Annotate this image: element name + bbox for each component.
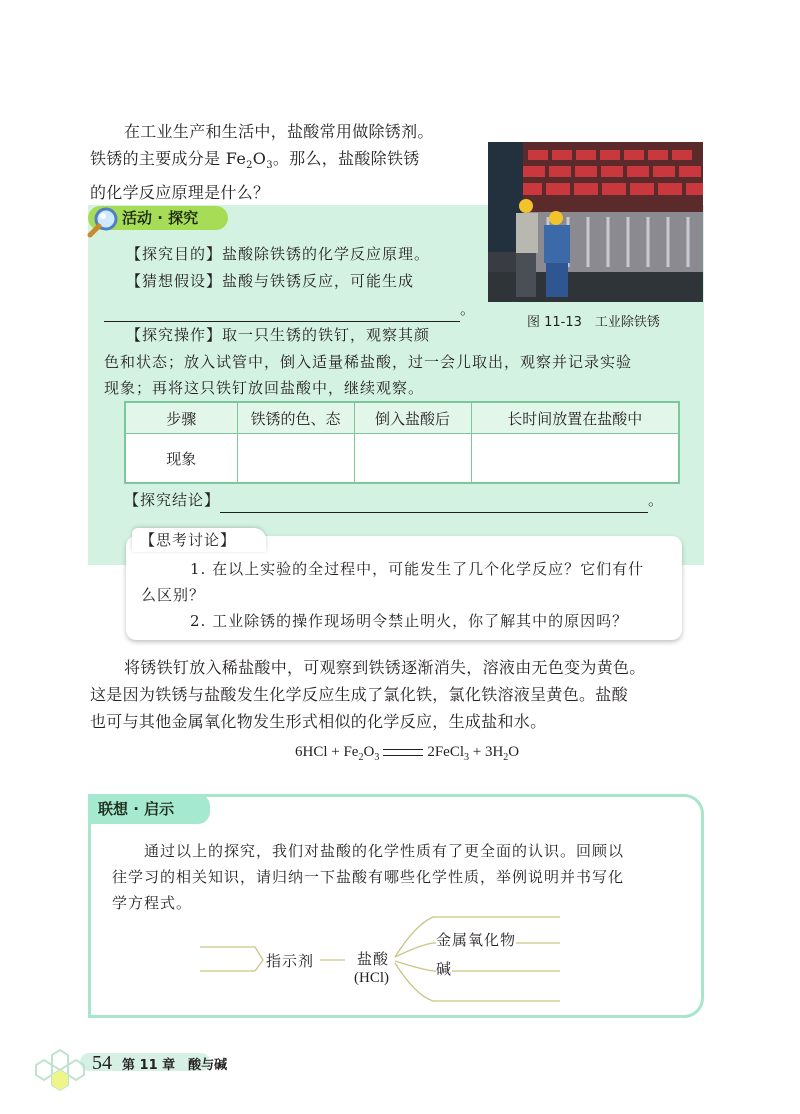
intro-text: 。那么，盐酸除铁锈	[272, 149, 420, 168]
purpose: 【探究目的】盐酸除铁锈的化学反应原理。	[126, 245, 431, 263]
operation-line-3: 现象；再将这只铁钉放回盐酸中，继续观察。	[104, 379, 425, 397]
industrial-rust-removal-photo	[488, 142, 703, 302]
equation-part: + 3H	[469, 744, 504, 760]
body-line-3: 也可与其他金属氧化物发生形式相似的化学反应，生成盐和水。	[90, 712, 547, 731]
table-header: 铁锈的色、态	[237, 402, 354, 434]
subscript: 3	[374, 752, 380, 763]
table-header: 长时间放置在盐酸中	[471, 402, 679, 434]
intro-line-2	[90, 145, 485, 179]
table-cell-blank[interactable]	[471, 434, 679, 484]
hcl-label: 盐酸	[357, 950, 390, 968]
lianxiang-line-2: 往学习的相关知识，请归纳一下盐酸有哪些化学性质，举例说明并书写化	[112, 868, 625, 886]
intro-text: 铁锈的主要成分是 Fe	[90, 149, 247, 168]
operation-line-1: 【探究操作】取一只生锈的铁钉，观察其颜	[126, 326, 431, 344]
lianxiang-line-3: 学方程式。	[112, 894, 193, 912]
question-1-line-1: 1. 在以上实验的全过程中，可能发生了几个化学反应？它们有什	[190, 560, 645, 578]
metal-oxide-label: 金属氧化物	[436, 927, 516, 953]
equation-part: O	[363, 744, 375, 760]
magnifier-icon	[86, 203, 122, 239]
body-line-1: 将锈铁钉放入稀盐酸中，可观察到铁锈逐渐消失，溶液由无色变为黄色。	[124, 658, 646, 677]
lianxiang-title: 联想 · 启示	[98, 800, 175, 818]
equals-sign	[383, 749, 423, 756]
subscript: 2	[246, 160, 253, 172]
table-cell-blank[interactable]	[354, 434, 471, 484]
body-line-2: 这是因为铁锈与盐酸发生化学反应生成了氯化铁，氯化铁溶液呈黄色。盐酸	[90, 685, 628, 704]
intro-paragraph	[90, 118, 485, 206]
conclusion-label: 【探究结论】	[124, 491, 221, 509]
subscript: 2	[503, 752, 509, 763]
think-discuss-label: 【思考讨论】	[140, 531, 237, 549]
equation-part: 2FeCl	[427, 744, 464, 760]
lianxiang-line-1: 通过以上的探究，我们对盐酸的化学性质有了更全面的认识。回顾以	[144, 842, 625, 860]
intro-text: O	[252, 149, 267, 168]
operation-line-2: 色和状态；放入试管中，倒入适量稀盐酸，过一会儿取出，观察并记录实验	[104, 353, 633, 371]
equation-part: O	[508, 744, 520, 760]
chemical-equation	[295, 744, 519, 763]
hcl-formula: (HCl)	[354, 970, 389, 986]
question-1-line-2: 么区别？	[141, 586, 206, 604]
footer-decoration	[0, 1045, 800, 1114]
subscript: 3	[464, 752, 469, 763]
base-label: 碱	[436, 956, 452, 982]
subscript: 3	[266, 160, 273, 172]
conclusion-blank[interactable]	[220, 496, 648, 513]
period: 。	[460, 300, 477, 318]
intro-line-3: 的化学反应原理是什么？	[90, 183, 270, 203]
hypothesis: 【猜想假设】盐酸与铁锈反应，可能生成	[126, 272, 415, 290]
photo-illustration	[488, 142, 703, 302]
observation-table	[124, 401, 680, 484]
equation-part: 6HCl + Fe	[295, 744, 359, 760]
subscript: 2	[358, 752, 364, 763]
conclusion	[124, 487, 664, 513]
activity-title: 活动 · 探究	[122, 209, 199, 227]
hypothesis-answer-line	[104, 296, 476, 322]
table-header: 步骤	[125, 402, 237, 434]
indicator-label: 指示剂	[266, 952, 315, 970]
intro-line-1: 在工业生产和生活中，盐酸常用做除锈剂。	[124, 122, 434, 141]
answer-blank[interactable]	[104, 305, 460, 322]
table-row	[125, 434, 679, 484]
table-header: 倒入盐酸后	[354, 402, 471, 434]
question-2: 2. 工业除锈的操作现场明令禁止明火，你了解其中的原因吗？	[190, 612, 629, 630]
page-number: 54	[92, 1052, 112, 1074]
period: 。	[648, 491, 665, 509]
row-label: 现象	[125, 434, 237, 484]
figure-caption: 图 11-13 工业除铁锈	[527, 315, 660, 330]
table-header-row	[125, 402, 679, 434]
table-cell-blank[interactable]	[237, 434, 354, 484]
chapter-title: 第 11 章 酸与碱	[122, 1058, 228, 1073]
